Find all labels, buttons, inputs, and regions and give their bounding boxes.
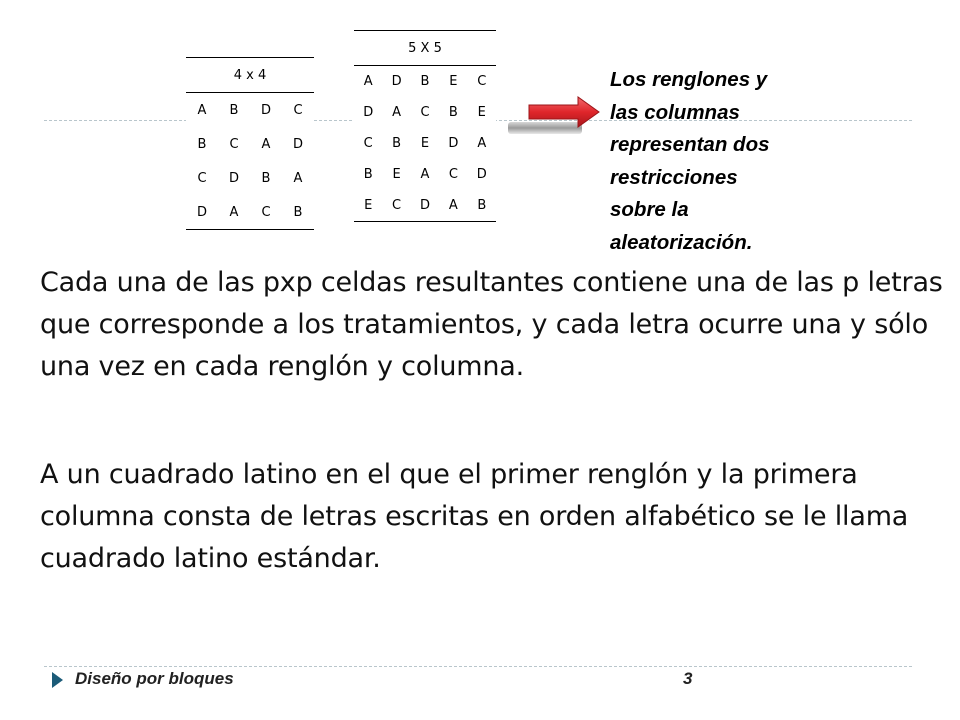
table-5x5-cell: E bbox=[420, 136, 430, 151]
footer-title: Diseño por bloques bbox=[75, 669, 234, 688]
table-5x5-cell: A bbox=[363, 74, 373, 89]
latin-square-4x4 bbox=[186, 57, 314, 230]
table-5x5-cell: C bbox=[420, 105, 430, 120]
paragraph-standard-square: A un cuadrado latino en el que el primer renglón y la primera columna consta de letras escritas en orden alfabético se le llama cuadrado latino estándar. bbox=[40, 459, 909, 574]
restrictions-note: Los renglones y las columnas representan dos restricciones sobre la aleatorización. bbox=[610, 68, 770, 254]
table-5x5-cell: E bbox=[392, 167, 401, 182]
table-4x4-cell: A bbox=[218, 195, 250, 230]
table-4x4-cell: B bbox=[197, 136, 207, 152]
table-5x5-cell: D bbox=[476, 167, 487, 182]
table-4x4-cell: B bbox=[229, 102, 239, 118]
triangle-bullet-icon bbox=[52, 672, 63, 688]
table-5x5-cell: C bbox=[477, 74, 487, 89]
table-5x5-cell: B bbox=[448, 105, 458, 120]
bottom-divider bbox=[44, 666, 912, 667]
page-number: 3 bbox=[683, 669, 693, 688]
table-5x5-cell: A bbox=[420, 167, 430, 182]
table-5x5-cell: D bbox=[363, 105, 374, 120]
table-5x5-cell: A bbox=[439, 190, 467, 222]
table-4x4-cell: C bbox=[293, 102, 303, 118]
table-5x5-cell: B bbox=[468, 190, 496, 222]
table-5x5-cell: C bbox=[382, 190, 410, 222]
table-5x5-title: 5 X 5 bbox=[354, 31, 496, 66]
table-5x5-cell: C bbox=[448, 167, 458, 182]
table-4x4-cell: A bbox=[261, 136, 271, 152]
table-4x4-cell: D bbox=[292, 136, 303, 152]
table-4x4-cell: C bbox=[229, 136, 239, 152]
table-4x4-cell: B bbox=[261, 170, 271, 186]
table-5x5-cell: A bbox=[392, 105, 402, 120]
table-5x5-cell: D bbox=[448, 136, 459, 151]
table-5x5-cell: E bbox=[354, 190, 382, 222]
right-arrow-icon bbox=[528, 96, 600, 128]
paragraph-cells: Cada una de las pxp celdas resultantes contiene una de las p letras que corresponde a los tratamientos, y cada letra ocurre una y sólo una vez en cada renglón y columna. bbox=[40, 267, 943, 382]
table-5x5-cell: D bbox=[411, 190, 439, 222]
table-5x5-cell: B bbox=[363, 167, 373, 182]
table-4x4-body bbox=[186, 93, 314, 230]
table-4x4-cell: D bbox=[260, 102, 271, 118]
table-4x4-cell: A bbox=[197, 102, 207, 118]
table-5x5-row bbox=[354, 128, 496, 159]
table-4x4-cell: B bbox=[282, 195, 314, 230]
table-5x5-cell: D bbox=[391, 74, 402, 89]
latin-square-5x5 bbox=[354, 30, 496, 222]
table-5x5-cell: A bbox=[477, 136, 487, 151]
table-4x4-row bbox=[186, 127, 314, 161]
table-5x5-body bbox=[354, 66, 496, 222]
table-5x5-row bbox=[354, 66, 496, 98]
table-4x4-title: 4 x 4 bbox=[186, 58, 314, 93]
table-5x5-cell: E bbox=[477, 105, 486, 120]
table-5x5-row bbox=[354, 97, 496, 128]
table-5x5-row bbox=[354, 190, 496, 222]
table-4x4-row bbox=[186, 161, 314, 195]
table-5x5-cell: B bbox=[392, 136, 402, 151]
table-4x4-cell: D bbox=[228, 170, 239, 186]
table-4x4-cell: C bbox=[197, 170, 207, 186]
table-4x4-row bbox=[186, 195, 314, 230]
table-4x4-cell: C bbox=[250, 195, 282, 230]
table-5x5-row bbox=[354, 159, 496, 190]
table-5x5-cell: E bbox=[449, 74, 458, 89]
table-5x5-cell: B bbox=[420, 74, 430, 89]
table-4x4-cell: D bbox=[186, 195, 218, 230]
table-4x4-row bbox=[186, 93, 314, 128]
table-5x5-cell: C bbox=[363, 136, 373, 151]
table-4x4-cell: A bbox=[293, 170, 303, 186]
